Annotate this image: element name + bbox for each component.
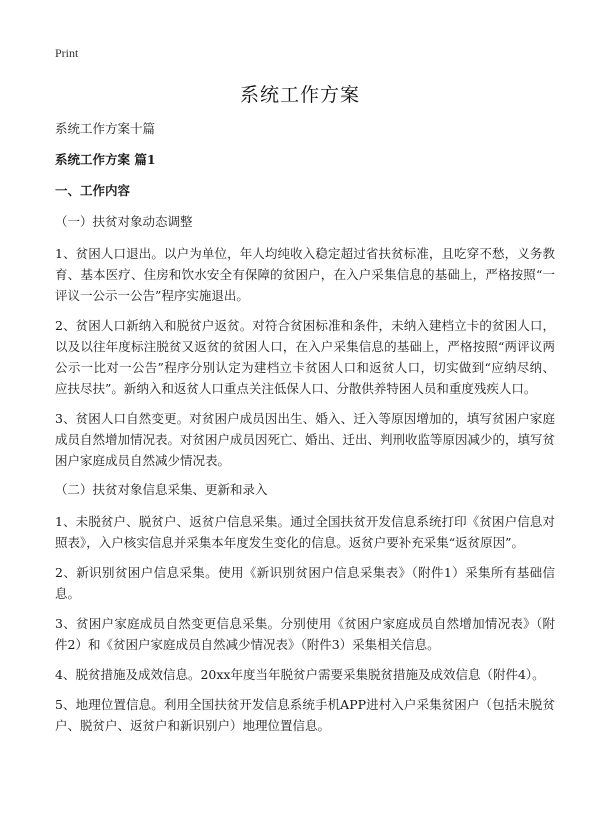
paragraph: 1、贫困人口退出。以户为单位，年人均纯收入稳定超过省扶贫标准，且吃穿不愁，义务教育、基本医疗、住房和饮水安全有保障的贫困户，在入户采集信息的基础上，严格按照“一评议一公示一公告”程序实施退出。 [55, 246, 555, 303]
chapter-heading: 系统工作方案 篇1 [55, 152, 156, 167]
paragraph: 5、地理位置信息。利用全国扶贫开发信息系统手机APP进村入户采集贫困户（包括未脱贫户、脱贫户、返贫户和新识别户）地理位置信息。 [55, 697, 555, 733]
paragraph: 3、贫困户家庭成员自然变更信息采集。分别使用《贫困户家庭成员自然增加情况表》（附件2）和《贫困户家庭成员自然减少情况表》（附件3）采集相关信息。 [55, 616, 555, 652]
subsection-heading: （一）扶贫对象动态调整 [55, 214, 193, 229]
page-title: 系统工作方案 [239, 84, 360, 106]
subsection-heading: （二）扶贫对象信息采集、更新和录入 [55, 482, 268, 497]
paragraph: 2、贫困人口新纳入和脱贫户返贫。对符合贫困标准和条件，未纳入建档立卡的贫困人口，以及以往年度标注脱贫又返贫的贫困人口，在入户采集信息的基础上，严格按照“两评议两公示一比对一公告”程序分别认定为建档立卡贫困人口和返贫人口，切实做到“应纳尽纳、应扶尽扶”。新纳入和返贫人口重点关注低保人口、分散供养特困人员和重度残疾人口。 [55, 318, 555, 396]
section-heading: 一、工作内容 [55, 183, 131, 198]
print-label: Print [55, 46, 79, 60]
paragraph: 2、新识别贫困户信息采集。使用《新识别贫困户信息采集表》（附件1）采集所有基础信息。 [55, 565, 555, 601]
paragraph: 4、脱贫措施及成效信息。20xx年度当年脱贫户需要采集脱贫措施及成效信息（附件4）。 [55, 667, 545, 682]
paragraph: 1、未脱贫户、脱贫户、返贫户信息采集。通过全国扶贫开发信息系统打印《贫困户信息对照表》，入户核实信息并采集本年度发生变化的信息。返贫户要补充采集“返贫原因”。 [55, 514, 555, 550]
document-body [55, 119, 555, 745]
subtitle: 系统工作方案十篇 [55, 121, 156, 136]
paragraph: 3、贫困人口自然变更。对贫困户成员因出生、婚入、迁入等原因增加的，填写贫困户家庭成员自然增加情况表。对贫困户成员因死亡、婚出、迁出、判刑收监等原因减少的，填写贫困户家庭成员自然减少情况表。 [55, 411, 556, 468]
